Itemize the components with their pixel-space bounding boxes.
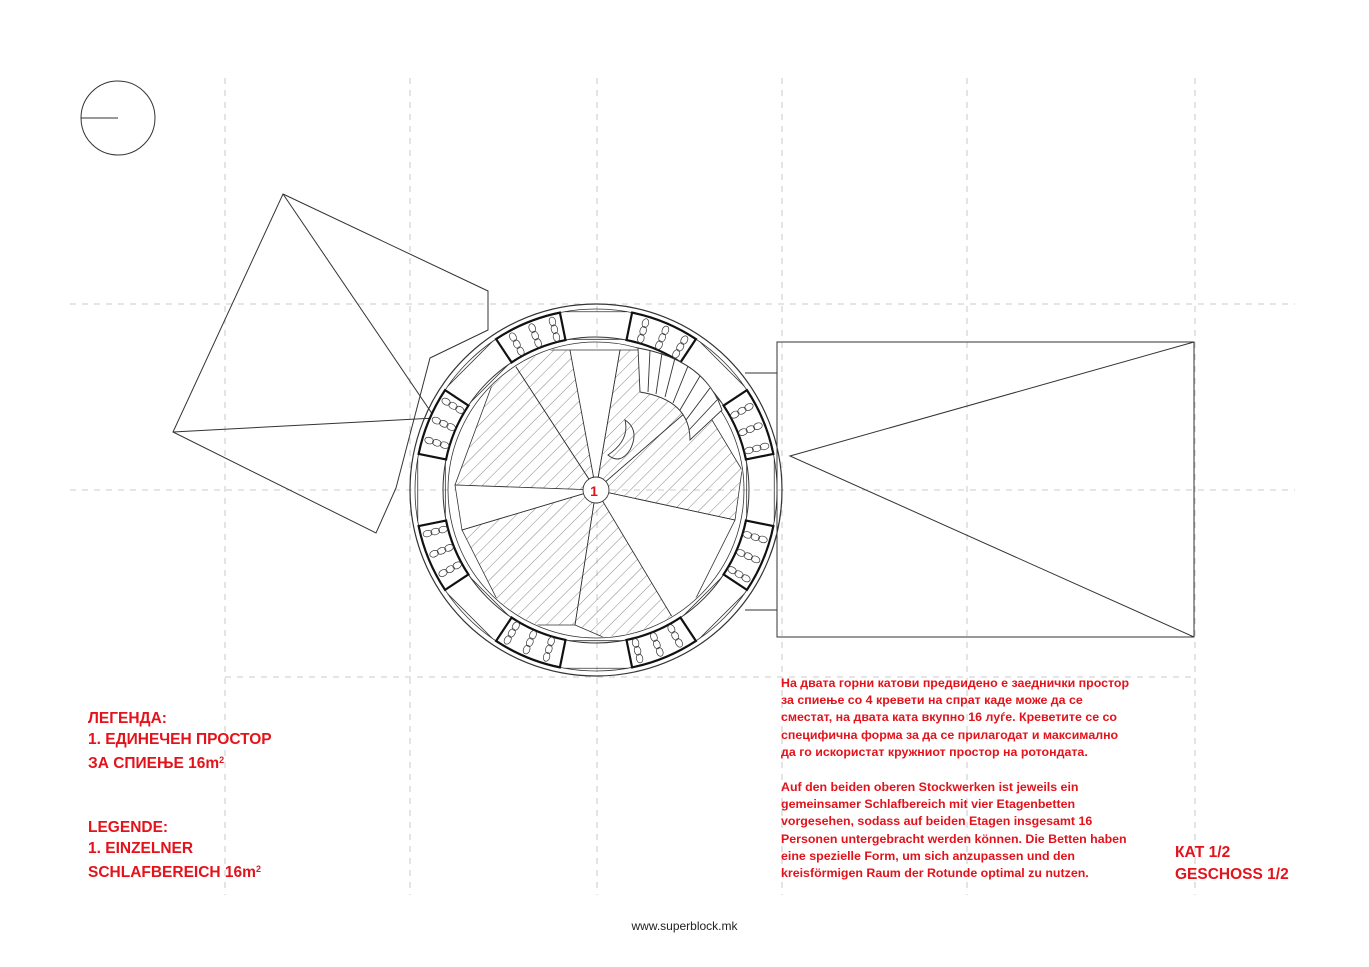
legend-item-1: 1. EINZELNER <box>88 840 194 857</box>
floor-label-de: GESCHOSS 1/2 <box>1175 866 1289 883</box>
floor-label <box>1175 842 1289 886</box>
window-line <box>448 342 492 386</box>
legend-title: LEGENDE: <box>88 819 169 836</box>
window-line <box>700 594 744 638</box>
description-line: vorgesehen, sodass auf beiden Etagen insgesamt 16 <box>781 814 1093 829</box>
superscript: 2 <box>255 864 261 874</box>
description-line: eine spezielle Form, um sich anzupassen und den <box>781 848 1076 863</box>
window-line <box>448 594 492 638</box>
description-line: kreisförmigen Raum der Rotunde optimal zu nutzen. <box>781 866 1089 881</box>
north-arrow-icon <box>81 81 155 155</box>
description-macedonian <box>781 675 1201 761</box>
description-line: сместат, на двата ката вкупно 16 луѓе. Креветите се со <box>781 710 1118 725</box>
footer-website[interactable]: www.superblock.mk <box>631 919 738 933</box>
left-wing-roof <box>173 194 488 533</box>
right-wing-roof <box>745 342 1194 637</box>
description-german <box>781 779 1201 882</box>
legend-item-1-area: SCHLAFBEREICH $16m^2$ <box>88 864 261 881</box>
description-line: На двата горни катови предвидено е заеднички простор <box>781 676 1130 690</box>
description-line: специфична форма за да се прилагодат и максимално <box>781 727 1119 742</box>
legend-german <box>88 817 261 883</box>
superscript: 2 <box>219 755 225 765</box>
description-line: за спиење со 4 кревети на спрат каде може да се <box>781 693 1083 708</box>
stone-pier <box>419 390 469 459</box>
legend-title: ЛЕГЕНДА: <box>88 710 167 727</box>
description-line: да го искористат кружниот простор на ротондата. <box>781 744 1088 759</box>
description-line: Personen untergebracht werden können. Die Betten haben <box>781 831 1127 846</box>
description-line: gemeinsamer Schlafbereich mit vier Etagenbetten <box>781 797 1076 812</box>
floor-label-mk: КАТ 1/2 <box>1175 844 1231 861</box>
legend-item-1-area: ЗА СПИЕЊЕ $16m^2$ <box>88 755 225 772</box>
window-line <box>700 342 744 386</box>
room-number: 1 <box>590 483 598 499</box>
legend-item-1: 1. ЕДИНЕЧЕН ПРОСТОР <box>88 731 272 748</box>
stone-pier <box>724 521 774 590</box>
description-line: Auf den beiden oberen Stockwerken ist jeweils ein <box>781 780 1079 794</box>
legend-macedonian <box>88 708 272 774</box>
